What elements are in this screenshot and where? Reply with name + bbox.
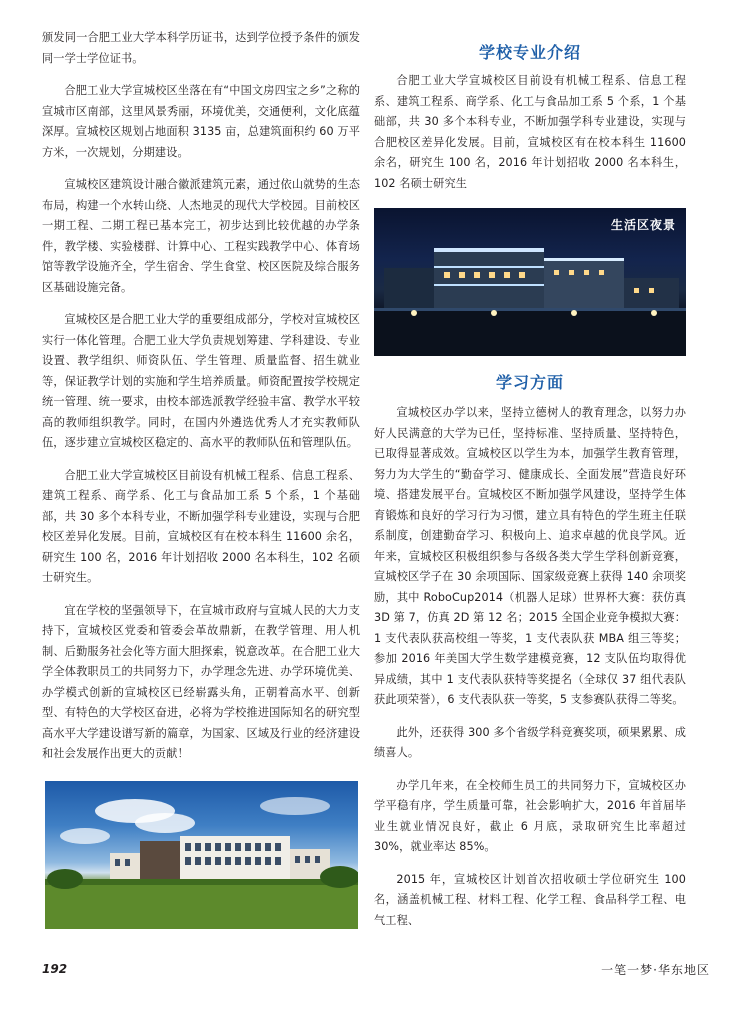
- graduate-enrollment-paragraph: 2015 年，宣城校区计划首次招收硕士学位研究生 100 名，涵盖机械工程、材料工程、化学工程、食品科学工程、电气工程、: [374, 872, 686, 927]
- employment-paragraph: 办学几年来，在全校师生员工的共同努力下，宣城校区办学平稳有序，学生质量可靠，社会影响扩大，2016 年首届毕业生就业情况良好，截止 6 月底，录取研究生比率超过 30%，就业率达 85%。: [374, 778, 686, 853]
- major-intro-heading: 学校专业介绍: [478, 43, 581, 62]
- management-paragraph: 宣城校区是合肥工业大学的重要组成部分，学校对宣城校区实行一体化管理。合肥工业大学负责规划筹建、学科建设、专业设置、教学组织、师资队伍、学生管理、质量监督、招生就业等，保证教学计划的实施和学生培养质量。师资配置按学校规定统一管理、统一要求，由校本部选派教学经验丰富、教学水平较高的教师组织教学。同时，在国内外遴选优秀人才充实教师队伍，逐步建立宣城校区稳定的、高水平的教师队伍和管理队伍。: [42, 313, 360, 449]
- study-paragraph: 宣城校区办学以来，坚持立德树人的教育理念，以努力办好人民满意的大学为已任，坚持标准、坚持质量、坚持特色，已取得显著成效。宣城校区以学生为本，加强学生教育管理，努力为大学生的“勤奋学习、健康成长、全面发展”营造良好环境、搭建发展平台。宣城校区不断加强学风建设，坚持学生体育锻炼和良好的学习行为习惯，建立具有特色的学生班主任联系制度，创建勤奋学习、积极向上、追求卓越的优良学风。近年来，宣城校区积极组织参与各级各类大学生学科创新竞赛，宣城校区学子在 30 余项国际、国家级竞赛上获得 140 余项奖励，其中 RoboCup2014（机器人足球）世界杯大赛：获仿真 3D 第 7，仿真 2D 第 12 名；2015 全国企业竞争模拟大赛：1 支代表队获高校组一等奖，1 支代表队获 MBA 组三等奖；参加 2016 年美国大学生数学建模竞赛，12 支队伍均取得优异成绩，其中 1 支代表队获特等奖提名（全球仅 37 组代表队获此项荣誉），6 支代表队获一等奖，5 支参赛队获得二等奖。: [374, 406, 686, 706]
- book-title: 一笔一梦·华东地区: [601, 963, 710, 977]
- development-paragraph: 宜在学校的坚强领导下，在宣城市政府与宣城人民的大力支持下，宣城校区党委和管委会革故鼎新，在教学管理、用人机制、后勤服务社会化等方面大胆探索，锐意改革。在合肥工业大学全体教职员工的共同努力下，办学理念先进、办学环境优美、办学模式创新的宣城校区已经崭露头角，正朝着高水平、创新型、有特色的大学校区奋进，必将为学校推进国际知名的研究型高水平大学建设谱写新的篇章，为国家、区域及行业的经济建设和社会发展作出更大的贡献！: [42, 603, 360, 760]
- campus-building-illustration: [45, 781, 358, 929]
- living-area-night-photo: [374, 208, 686, 356]
- campus-building-photo: [45, 781, 358, 929]
- major-intro-paragraph: 合肥工业大学宣城校区目前设有机械工程系、信息工程系、建筑工程系、商学系、化工与食品加工系 5 个系，1 个基础部，共 30 多个本科专业，不断加强学科专业建设，实现与合肥校区差异化发展。目前，宣城校区有在校本科生 11600 余名，研究生 100 名，2016 年计划招收 2000 名本科生，102 名硕士研究生: [374, 74, 686, 190]
- campus-location-paragraph: 合肥工业大学宣城校区坐落在有“中国文房四宝之乡”之称的宣城市区南部，这里风景秀丽，环境优美，交通便利，文化底蕴深厚。宣城校区规划占地面积 3135 亩，总建筑面积约 60 万平方米，一次规划，分期建设。: [42, 84, 360, 159]
- night-photo-caption: 生活区夜景: [610, 218, 676, 232]
- architecture-paragraph: 宣城校区建筑设计融合徽派建筑元素，通过依山就势的生态布局，构建一个水转山绕、人杰地灵的现代大学校园。目前校区一期工程、二期工程已基本完工，初步达到比较优越的办学条件，教学楼、实验楼群、计算中心、工程实践教学中心、体育场馆等教学设施齐全，学生宿舍、学生食堂、校区医院及综合服务区基础设施完备。: [42, 178, 360, 294]
- awards-paragraph: 此外，还获得 300 多个省级学科竞赛奖项，硕果累累、成绩喜人。: [374, 725, 686, 759]
- intro-continuation-paragraph: 颁发同一合肥工业大学本科学历证书，达到学位授予条件的颁发同一学士学位证书。: [42, 31, 360, 65]
- left-column: [42, 28, 360, 777]
- right-column: [374, 28, 686, 943]
- page-number: 192: [42, 962, 68, 976]
- departments-paragraph: 合肥工业大学宣城校区目前设有机械工程系、信息工程系、建筑工程系、商学系、化工与食品加工系 5 个系，1 个基础部，共 30 多个本科专业，不断加强学科专业建设，实现与合肥校区差异化发展。目前，宣城校区有在校本科生 11600 余名，研究生 100 名，2016 年计划招收 2000 名本科生，102 名硕士研究生。: [42, 468, 360, 584]
- study-heading: 学习方面: [495, 373, 564, 392]
